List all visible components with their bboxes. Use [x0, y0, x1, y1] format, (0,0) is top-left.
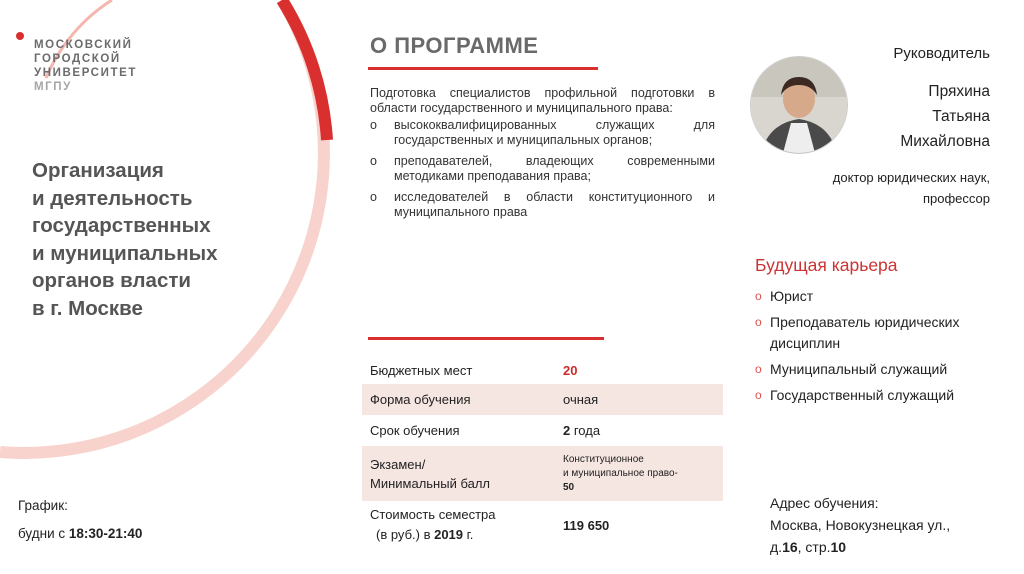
program-title-line: государственных [32, 214, 211, 237]
schedule-text [18, 520, 142, 548]
exam-label-1: Экзамен/ [370, 456, 426, 472]
program-title-line: и муниципальных [32, 241, 218, 265]
cost-label-1: Стоимость семестра [370, 507, 496, 522]
leader-patronymic: Михайловна [900, 133, 990, 150]
row-label [362, 501, 563, 549]
list-item [755, 286, 995, 307]
logo-line-2: ГОРОДСКОЙ [34, 53, 121, 65]
budget-places-value: 20 [563, 362, 578, 378]
cost-label-year: 2019 [434, 527, 464, 542]
row-value: очная [563, 384, 723, 415]
address-line-2 [770, 536, 950, 558]
exam-value-1: Конституционное [563, 453, 644, 465]
address-house-number: 16 [782, 539, 798, 555]
about-item: высококвалифицированных служащих для государственных и муниципальных органов; [394, 118, 715, 147]
university-logo [34, 38, 137, 94]
cost-value: 119 650 [563, 517, 610, 533]
table-row [362, 384, 723, 415]
bullet-icon: o [370, 118, 377, 132]
career-item: Преподаватель юридических дисциплин [770, 314, 960, 351]
logo-abbr: МГПУ [34, 81, 72, 93]
career-item: Юрист [770, 288, 814, 304]
career-item: Государственный служащий [770, 387, 955, 403]
bullet-icon: o [755, 289, 762, 303]
about-intro: Подготовка специалистов профильной подготовки в области государственного и муниципального права: [370, 86, 715, 115]
address-label: Адрес обучения: [770, 495, 879, 511]
table-top-divider [368, 337, 604, 340]
row-label: Срок обучения [370, 423, 460, 438]
table-row [362, 415, 723, 446]
row-value [563, 415, 723, 446]
about-title-underline [368, 67, 598, 70]
program-info-table [362, 356, 723, 549]
leader-credentials [833, 167, 990, 209]
exam-value-2: и муниципальное право- [563, 467, 678, 479]
cost-label-suffix: г. [463, 527, 474, 542]
career-list [755, 286, 995, 411]
table-row [362, 356, 723, 384]
bullet-icon: o [755, 315, 762, 329]
table-row [362, 501, 723, 549]
duration-number: 2 [563, 423, 571, 438]
table-row [362, 446, 723, 501]
row-value [563, 501, 723, 549]
list-item [755, 312, 995, 354]
list-item [370, 154, 715, 183]
portrait-image [751, 57, 847, 153]
bullet-icon: o [755, 388, 762, 402]
exam-min-score: 50 [563, 481, 575, 493]
address-building-number: 10 [830, 539, 847, 555]
about-item: преподавателей, владеющих современными методиками преподавания права; [394, 154, 715, 183]
about-text [370, 86, 715, 226]
logo-line-3: УНИВЕРСИТЕТ [34, 67, 137, 79]
leader-name [900, 79, 990, 154]
list-item [370, 118, 715, 147]
row-label: Бюджетных мест [370, 362, 473, 378]
exam-label-2: Минимальный балл [370, 475, 491, 491]
address-building-prefix: , стр. [797, 539, 831, 555]
program-title-line: органов власти [32, 269, 191, 292]
bullet-icon: o [755, 362, 762, 376]
bullet-icon: o [370, 154, 377, 168]
program-title-line: Организация [32, 159, 164, 182]
program-title-line: и деятельность [32, 186, 193, 210]
program-title [32, 157, 272, 322]
row-label [362, 446, 563, 501]
row-value [563, 446, 723, 501]
cost-label-prefix: (в руб.) в [376, 527, 435, 542]
row-label: Форма обучения [362, 384, 563, 415]
leader-surname: Пряхина [928, 83, 990, 100]
address [770, 492, 950, 558]
schedule-time: 18:30-21:40 [68, 526, 143, 541]
schedule [18, 492, 142, 548]
program-title-line: в г. Москве [32, 296, 143, 320]
leader-title: профессор [922, 191, 990, 206]
leader-degree: доктор юридических наук, [832, 170, 990, 185]
address-line-1: Москва, Новокузнецкая ул., [770, 517, 951, 533]
bullet-icon: o [370, 190, 377, 204]
schedule-prefix: будни с [18, 526, 69, 541]
list-item [755, 359, 995, 380]
cost-label-2 [370, 525, 555, 545]
schedule-label: График: [18, 498, 68, 513]
duration-unit: года [570, 423, 601, 438]
about-title: О ПРОГРАММЕ [370, 33, 539, 58]
about-item: исследователей в области конституционного и муниципального права [394, 190, 715, 219]
leader-heading: Руководитель [893, 45, 990, 62]
logo-line-1: МОСКОВСКИЙ [34, 39, 133, 51]
leader-photo [750, 56, 848, 154]
career-item: Муниципальный служащий [770, 361, 948, 377]
list-item [370, 190, 715, 219]
logo-mark-icon [15, 31, 25, 41]
list-item [755, 385, 995, 406]
career-title: Будущая карьера [755, 255, 898, 275]
about-list [370, 118, 715, 219]
row-value [563, 356, 723, 384]
address-house-prefix: д. [770, 539, 783, 555]
leader-first-name: Татьяна [932, 108, 990, 125]
